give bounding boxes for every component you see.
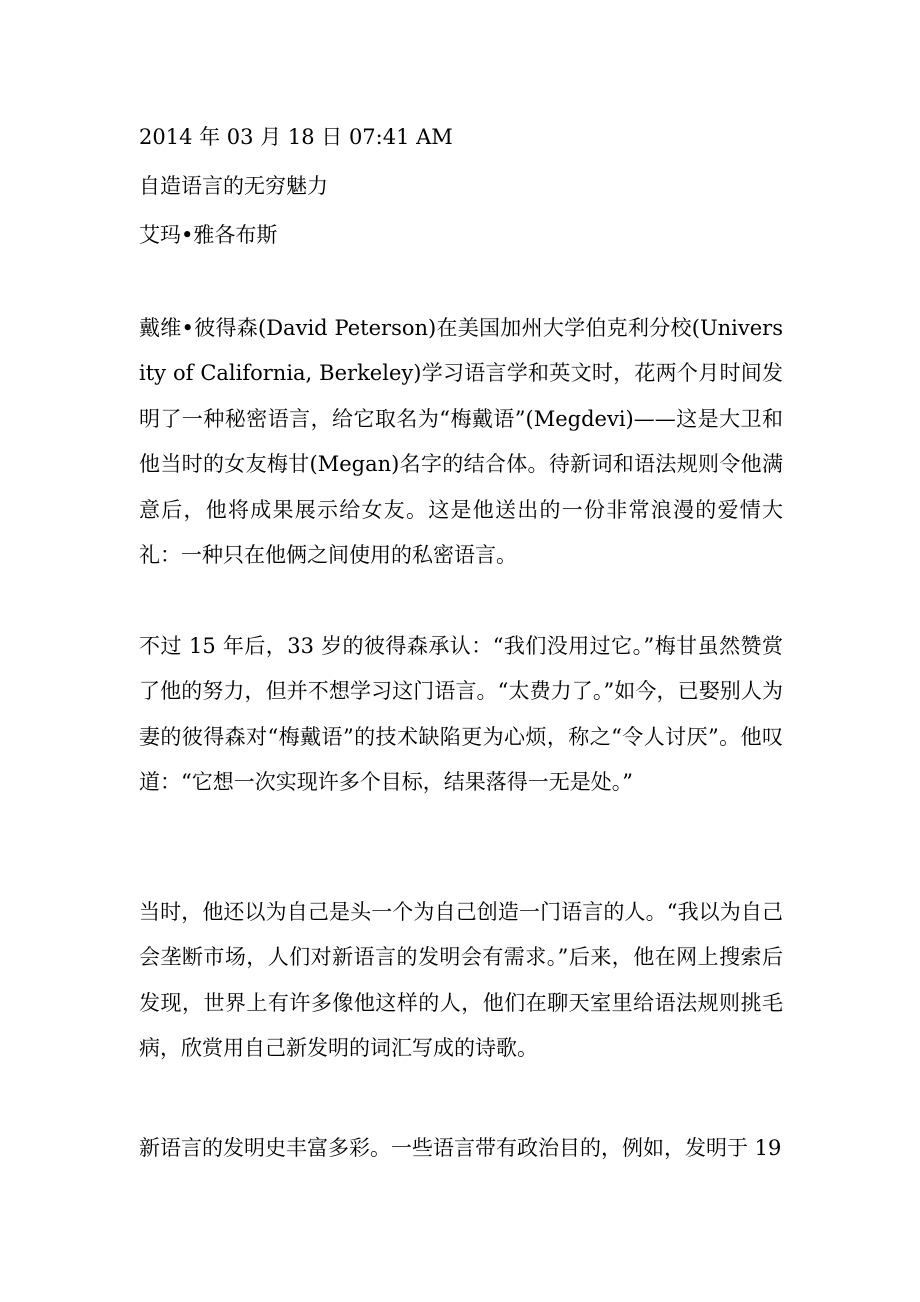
paragraph-3: 当时，他还以为自己是头一个为自己创造一门语言的人。“我以为自己会垄断市场，人们对新语言的发明会有需求。”后来，他在网上搜索后发现，世界上有许多像他这样的人，他们在聊天室里给语法规则挑毛病，欣赏用自己新发明的词汇写成的诗歌。 — [139, 900, 783, 1061]
paragraph-4: 新语言的发明史丰富多彩。一些语言带有政治目的，例如，发明于 19 — [139, 1136, 782, 1160]
article-author: 艾玛•雅各布斯 — [139, 223, 278, 247]
article-title: 自造语言的无穷魅力 — [139, 174, 328, 198]
paragraph-1: 戴维•彼得森(David Peterson)在美国加州大学伯克利分校(University of California, Berkeley)学习语言学和英文时，花两个月时间发明了一种秘密语言，给它取名为“梅戴语”(Megdevi)——这是大卫和他当时的女友梅甘(Megan)名字的结合体。待新词和语法规则令他满意后，他将成果展示给女友。这是他送出的一份非常浪漫的爱情大礼：一种只在他俩之间使用的私密语言。 — [139, 316, 783, 568]
article-date: 2014 年 03 月 18 日 07:41 AM — [139, 125, 453, 149]
paragraph-2: 不过 15 年后，33 岁的彼得森承认：“我们没用过它。”梅甘虽然赞赏了他的努力，但并不想学习这门语言。“太费力了。”如今，已娶别人为妻的彼得森对“梅戴语”的技术缺陷更为心烦，称之“令人讨厌”。他叹道：“它想一次实现许多个目标，结果落得一无是处。” — [139, 634, 783, 795]
